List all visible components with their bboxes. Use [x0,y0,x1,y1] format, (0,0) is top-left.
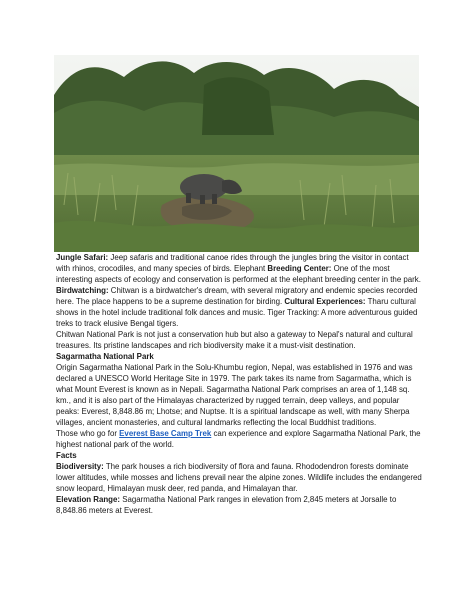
cultural-experiences-label: Cultural Experiences: [284,297,366,306]
birdwatching-text: Chitwan is a birdwatcher's dream, with several migratory and endemic species recorded here. The place happens to be a supreme destination for birding. [56,286,418,306]
biodiversity-text: The park houses a rich biodiversity of flora and fauna. Rhododendron forests dominate lower altitudes, while mosses and lichens prevail near the alpine zones. Wildlife includes the endangered snow leopard, Himalayan musk deer, red panda, and Himalayan thar. [56,462,422,493]
biodiversity-label: Biodiversity: [56,462,104,471]
jungle-safari-paragraph [56,252,422,285]
everest-base-camp-trek-link[interactable]: Everest Base Camp Trek [119,429,212,438]
jungle-safari-label: Jungle Safari: [56,253,109,262]
rhino-grassland-photo [54,55,419,252]
sagarmatha-heading: Sagarmatha National Park [56,352,154,361]
biodiversity-paragraph [56,461,422,494]
elevation-text: Sagarmatha National Park ranges in elevation from 2,845 meters at Jorsalle to 8,848.86 meters at Everest. [56,495,397,515]
breeding-center-label: Breeding Center: [267,264,332,273]
everest-trek-paragraph: Those who go for Everest Base Camp Trek can experience and explore Sagarmatha National Park, the highest national park of the world. [56,429,421,449]
birdwatching-paragraph [56,285,422,329]
birdwatching-label: Birdwatching: [56,286,109,295]
elevation-label: Elevation Range: [56,495,121,504]
facts-heading: Facts [56,451,77,460]
article-body [56,252,422,516]
cultural-experiences-text: Tharu cultural shows in the hotel include traditional folk dances and music. Tiger Tracking: A more adventurous guided treks to track elusive Bengal tigers. [56,297,418,328]
sagarmatha-origin-paragraph: Origin Sagarmatha National Park in the Solu-Khumbu region, Nepal, was established in 1976 and was declared a UNESCO World Heritage Site in 1979. The park takes its name from Sagarmatha, which is what Mount Everest is known as in Nepali. Sagarmatha National Park comprises an area of 1,148 sq. km., and it is also part of the Himalayas characterized by rugged terrain, deep valleys, and popular peaks: Everest, 8,848.86 m; Lhotse; and Nuptse. It is a spiritual landscape as well, with many Sherpa villages, ancient monasteries, and cultural landmarks reflecting the local Buddhist traditions. [56,363,413,427]
elevation-paragraph [56,494,422,516]
photo-illustration [54,55,419,252]
breeding-center-text: One of the most interesting aspects of ecology and conservation is performed at the elephant breeding center in the park. [56,264,421,284]
jungle-safari-text: Jeep safaris and traditional canoe rides through the jungles bring the visitor in contact with rhinos, crocodiles, and many species of birds. Elephant [56,253,409,273]
chitwan-summary-paragraph: Chitwan National Park is not just a conservation hub but also a gateway to Nepal's natural and cultural treasures. Its pristine landscapes and rich biodiversity make it a must-visit destination. [56,330,413,350]
